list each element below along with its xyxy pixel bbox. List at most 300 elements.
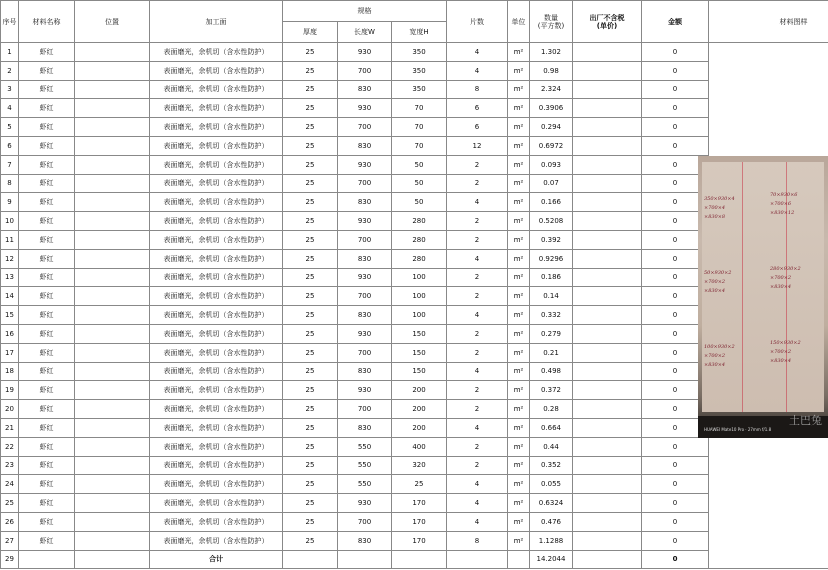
cell-position xyxy=(75,456,150,475)
cell-thickness: 25 xyxy=(283,155,338,174)
cell-unit: m² xyxy=(508,193,530,212)
total-blank xyxy=(283,550,338,569)
cell-process: 表面磨光，余机切（含水性防护） xyxy=(150,230,283,249)
table-row xyxy=(1,512,828,531)
cell-width: 150 xyxy=(392,343,447,362)
cell-seq: 27 xyxy=(1,531,19,550)
cell-position xyxy=(75,343,150,362)
cell-quantity: 0.332 xyxy=(530,306,573,325)
cell-length: 700 xyxy=(338,343,392,362)
cell-pieces: 4 xyxy=(447,43,508,62)
cell-seq: 21 xyxy=(1,418,19,437)
cell-material: 虾红 xyxy=(19,193,75,212)
cell-material: 虾红 xyxy=(19,287,75,306)
cell-seq: 13 xyxy=(1,268,19,287)
cell-length: 930 xyxy=(338,494,392,513)
cell-unit: m² xyxy=(508,418,530,437)
cell-process: 表面磨光，余机切（含水性防护） xyxy=(150,437,283,456)
cell-width: 280 xyxy=(392,212,447,231)
cell-material: 虾红 xyxy=(19,531,75,550)
cell-position xyxy=(75,437,150,456)
cell-width: 100 xyxy=(392,268,447,287)
cell-unit: m² xyxy=(508,136,530,155)
cell-price xyxy=(573,118,642,137)
cell-length: 700 xyxy=(338,61,392,80)
cell-pieces: 4 xyxy=(447,306,508,325)
cell-amount: 0 xyxy=(642,324,709,343)
cell-process: 表面磨光，余机切（含水性防护） xyxy=(150,61,283,80)
handwritten-note: ×700×2 xyxy=(770,275,792,281)
cell-position xyxy=(75,230,150,249)
cell-pieces: 4 xyxy=(447,512,508,531)
total-blank xyxy=(392,550,447,569)
cell-process: 表面磨光，余机切（含水性防护） xyxy=(150,456,283,475)
cell-seq: 22 xyxy=(1,437,19,456)
table-row xyxy=(1,531,828,550)
cell-thickness: 25 xyxy=(283,136,338,155)
cell-width: 280 xyxy=(392,249,447,268)
cell-price xyxy=(573,43,642,62)
cell-price xyxy=(573,324,642,343)
cell-pieces: 2 xyxy=(447,212,508,231)
cell-price xyxy=(573,249,642,268)
cell-amount: 0 xyxy=(642,381,709,400)
handwritten-note: ×830×4 xyxy=(770,284,792,290)
cell-seq: 9 xyxy=(1,193,19,212)
handwritten-note: 350×930×4 xyxy=(704,196,735,202)
cell-thickness: 25 xyxy=(283,212,338,231)
cell-length: 550 xyxy=(338,475,392,494)
cell-quantity: 0.3906 xyxy=(530,99,573,118)
cell-quantity: 0.055 xyxy=(530,475,573,494)
cell-unit: m² xyxy=(508,249,530,268)
cell-width: 25 xyxy=(392,475,447,494)
cell-pieces: 2 xyxy=(447,230,508,249)
cell-position xyxy=(75,155,150,174)
cell-thickness: 25 xyxy=(283,418,338,437)
watermark: 土巴兔 xyxy=(789,414,822,427)
cell-process: 表面磨光，余机切（含水性防护） xyxy=(150,43,283,62)
cell-width: 150 xyxy=(392,324,447,343)
cell-seq: 3 xyxy=(1,80,19,99)
cell-pieces: 2 xyxy=(447,287,508,306)
cell-unit: m² xyxy=(508,475,530,494)
cell-material: 虾红 xyxy=(19,494,75,513)
cell-width: 100 xyxy=(392,306,447,325)
handwritten-note: ×700×6 xyxy=(770,201,792,207)
cell-process: 表面磨光，余机切（含水性防护） xyxy=(150,512,283,531)
table-row xyxy=(1,437,828,456)
cell-position xyxy=(75,531,150,550)
cell-amount: 0 xyxy=(642,418,709,437)
cell-thickness: 25 xyxy=(283,268,338,287)
cell-thickness: 25 xyxy=(283,437,338,456)
cell-width: 200 xyxy=(392,381,447,400)
cell-amount: 0 xyxy=(642,61,709,80)
cell-process: 表面磨光，余机切（含水性防护） xyxy=(150,343,283,362)
cell-unit: m² xyxy=(508,494,530,513)
cell-price xyxy=(573,136,642,155)
cell-process: 表面磨光，余机切（含水性防护） xyxy=(150,136,283,155)
cell-price xyxy=(573,230,642,249)
handwritten-note: ×700×2 xyxy=(704,279,726,285)
cell-unit: m² xyxy=(508,61,530,80)
cell-process: 表面磨光，余机切（含水性防护） xyxy=(150,362,283,381)
cell-price xyxy=(573,381,642,400)
cell-unit: m² xyxy=(508,381,530,400)
cell-pieces: 4 xyxy=(447,61,508,80)
cell-width: 70 xyxy=(392,99,447,118)
cell-amount: 0 xyxy=(642,193,709,212)
cell-thickness: 25 xyxy=(283,118,338,137)
header-material: 材料名称 xyxy=(19,1,75,43)
cell-quantity: 0.166 xyxy=(530,193,573,212)
cell-position xyxy=(75,381,150,400)
cell-process: 表面磨光，余机切（含水性防护） xyxy=(150,212,283,231)
cell-amount: 0 xyxy=(642,475,709,494)
cell-length: 550 xyxy=(338,456,392,475)
cell-length: 930 xyxy=(338,268,392,287)
table-row xyxy=(1,80,828,99)
cell-unit: m² xyxy=(508,343,530,362)
cell-pieces: 6 xyxy=(447,99,508,118)
cell-thickness: 25 xyxy=(283,531,338,550)
cell-length: 700 xyxy=(338,118,392,137)
cell-process: 表面磨光，余机切（含水性防护） xyxy=(150,494,283,513)
cell-pieces: 2 xyxy=(447,324,508,343)
cell-position xyxy=(75,80,150,99)
cell-seq: 8 xyxy=(1,174,19,193)
cell-thickness: 25 xyxy=(283,324,338,343)
table-row xyxy=(1,456,828,475)
cell-price xyxy=(573,306,642,325)
total-blank xyxy=(573,550,642,569)
cell-position xyxy=(75,249,150,268)
cell-quantity: 0.498 xyxy=(530,362,573,381)
cell-quantity: 0.186 xyxy=(530,268,573,287)
cell-price xyxy=(573,99,642,118)
cell-process: 表面磨光，余机切（含水性防护） xyxy=(150,381,283,400)
cell-material: 虾红 xyxy=(19,400,75,419)
cell-quantity: 0.9296 xyxy=(530,249,573,268)
cell-quantity: 1.1288 xyxy=(530,531,573,550)
cell-width: 200 xyxy=(392,400,447,419)
header-sample: 材料图样 xyxy=(709,1,828,43)
cell-thickness: 25 xyxy=(283,400,338,419)
cell-unit: m² xyxy=(508,400,530,419)
handwritten-note: 50×930×2 xyxy=(704,270,732,276)
cell-process: 表面磨光，余机切（含水性防护） xyxy=(150,531,283,550)
cell-price xyxy=(573,193,642,212)
cell-material: 虾红 xyxy=(19,99,75,118)
table-row xyxy=(1,43,828,62)
cell-seq: 11 xyxy=(1,230,19,249)
cell-width: 50 xyxy=(392,193,447,212)
cell-material: 虾红 xyxy=(19,343,75,362)
cell-position xyxy=(75,512,150,531)
cell-seq: 17 xyxy=(1,343,19,362)
cell-material: 虾红 xyxy=(19,155,75,174)
cell-length: 930 xyxy=(338,381,392,400)
cell-material: 虾红 xyxy=(19,43,75,62)
cell-quantity: 0.44 xyxy=(530,437,573,456)
cell-thickness: 25 xyxy=(283,475,338,494)
cell-amount: 0 xyxy=(642,343,709,362)
total-seq: 29 xyxy=(1,550,19,569)
cell-unit: m² xyxy=(508,287,530,306)
handwritten-note: ×830×4 xyxy=(770,358,792,364)
header-unit: 单位 xyxy=(508,1,530,43)
cell-seq: 15 xyxy=(1,306,19,325)
camera-label: HUAWEI Mate10 Pro · 27mm f/1.8 xyxy=(704,427,772,432)
cell-material: 虾红 xyxy=(19,512,75,531)
cell-price xyxy=(573,268,642,287)
cell-length: 930 xyxy=(338,212,392,231)
cell-amount: 0 xyxy=(642,306,709,325)
cell-quantity: 0.21 xyxy=(530,343,573,362)
cell-seq: 5 xyxy=(1,118,19,137)
cell-unit: m² xyxy=(508,456,530,475)
cell-pieces: 4 xyxy=(447,475,508,494)
handwritten-note: 150×930×2 xyxy=(770,340,801,346)
handwritten-note: 100×930×2 xyxy=(704,344,735,350)
cell-amount: 0 xyxy=(642,437,709,456)
cell-material: 虾红 xyxy=(19,249,75,268)
header-amount: 金额 xyxy=(642,1,709,43)
cell-seq: 7 xyxy=(1,155,19,174)
table-row xyxy=(1,99,828,118)
total-quantity: 14.2044 xyxy=(530,550,573,569)
cell-process: 表面磨光，余机切（含水性防护） xyxy=(150,268,283,287)
cell-price xyxy=(573,362,642,381)
header-width: 宽度H xyxy=(392,22,447,43)
table-row xyxy=(1,494,828,513)
cell-unit: m² xyxy=(508,362,530,381)
cell-width: 50 xyxy=(392,174,447,193)
cell-thickness: 25 xyxy=(283,494,338,513)
cell-price xyxy=(573,174,642,193)
cell-process: 表面磨光，余机切（含水性防护） xyxy=(150,80,283,99)
cell-position xyxy=(75,362,150,381)
cell-price xyxy=(573,212,642,231)
header-quantity: 数量 (平方数) xyxy=(530,1,573,43)
margin-line xyxy=(742,162,743,412)
cell-amount: 0 xyxy=(642,43,709,62)
cell-pieces: 12 xyxy=(447,136,508,155)
cell-width: 200 xyxy=(392,418,447,437)
total-amount: 0 xyxy=(642,550,709,569)
cell-thickness: 25 xyxy=(283,362,338,381)
cell-seq: 10 xyxy=(1,212,19,231)
cell-thickness: 25 xyxy=(283,99,338,118)
header-price: 出厂不含税 (单价) xyxy=(573,1,642,43)
handwritten-note: 280×930×2 xyxy=(770,266,801,272)
cell-pieces: 2 xyxy=(447,381,508,400)
total-row xyxy=(1,550,828,569)
header-pieces: 片数 xyxy=(447,1,508,43)
cell-pieces: 4 xyxy=(447,249,508,268)
cell-position xyxy=(75,212,150,231)
cell-length: 830 xyxy=(338,531,392,550)
cell-process: 表面磨光，余机切（含水性防护） xyxy=(150,324,283,343)
cell-quantity: 0.5208 xyxy=(530,212,573,231)
header-process: 加工面 xyxy=(150,1,283,43)
cell-unit: m² xyxy=(508,174,530,193)
cell-amount: 0 xyxy=(642,136,709,155)
cell-thickness: 25 xyxy=(283,193,338,212)
cell-material: 虾红 xyxy=(19,324,75,343)
cell-amount: 0 xyxy=(642,287,709,306)
cell-process: 表面磨光，余机切（含水性防护） xyxy=(150,306,283,325)
cell-material: 虾红 xyxy=(19,174,75,193)
cell-unit: m² xyxy=(508,324,530,343)
cell-thickness: 25 xyxy=(283,43,338,62)
cell-width: 350 xyxy=(392,43,447,62)
cell-unit: m² xyxy=(508,512,530,531)
cell-quantity: 0.28 xyxy=(530,400,573,419)
total-blank xyxy=(447,550,508,569)
cell-seq: 2 xyxy=(1,61,19,80)
cell-pieces: 2 xyxy=(447,456,508,475)
cell-material: 虾红 xyxy=(19,118,75,137)
cell-unit: m² xyxy=(508,43,530,62)
cell-unit: m² xyxy=(508,268,530,287)
cell-price xyxy=(573,531,642,550)
cell-quantity: 1.302 xyxy=(530,43,573,62)
cell-length: 700 xyxy=(338,400,392,419)
total-label: 合计 xyxy=(150,550,283,569)
handwritten-note: ×700×2 xyxy=(770,349,792,355)
cell-position xyxy=(75,61,150,80)
table-row xyxy=(1,118,828,137)
cell-width: 170 xyxy=(392,512,447,531)
cell-price xyxy=(573,61,642,80)
cell-price xyxy=(573,494,642,513)
cell-amount: 0 xyxy=(642,155,709,174)
handwritten-note: ×830×12 xyxy=(770,210,795,216)
cell-price xyxy=(573,475,642,494)
cell-amount: 0 xyxy=(642,212,709,231)
cell-position xyxy=(75,174,150,193)
cell-unit: m² xyxy=(508,437,530,456)
cell-position xyxy=(75,418,150,437)
cell-unit: m² xyxy=(508,80,530,99)
header-length: 长度W xyxy=(338,22,392,43)
cell-length: 830 xyxy=(338,418,392,437)
cell-process: 表面磨光，余机切（含水性防护） xyxy=(150,174,283,193)
cell-seq: 1 xyxy=(1,43,19,62)
cell-length: 830 xyxy=(338,362,392,381)
table-row xyxy=(1,61,828,80)
cell-length: 930 xyxy=(338,99,392,118)
cell-material: 虾红 xyxy=(19,230,75,249)
cell-position xyxy=(75,268,150,287)
cell-unit: m² xyxy=(508,531,530,550)
cell-pieces: 4 xyxy=(447,362,508,381)
cell-material: 虾红 xyxy=(19,381,75,400)
cell-amount: 0 xyxy=(642,99,709,118)
cell-length: 830 xyxy=(338,193,392,212)
table-row xyxy=(1,136,828,155)
cell-thickness: 25 xyxy=(283,249,338,268)
cell-amount: 0 xyxy=(642,268,709,287)
cell-material: 虾红 xyxy=(19,456,75,475)
total-blank xyxy=(508,550,530,569)
cell-unit: m² xyxy=(508,118,530,137)
cell-seq: 20 xyxy=(1,400,19,419)
cell-quantity: 0.279 xyxy=(530,324,573,343)
cell-unit: m² xyxy=(508,306,530,325)
cell-amount: 0 xyxy=(642,512,709,531)
cell-unit: m² xyxy=(508,212,530,231)
cell-price xyxy=(573,456,642,475)
cell-material: 虾红 xyxy=(19,136,75,155)
cell-pieces: 2 xyxy=(447,174,508,193)
cell-material: 虾红 xyxy=(19,80,75,99)
cell-process: 表面磨光，余机切（含水性防护） xyxy=(150,287,283,306)
cell-width: 320 xyxy=(392,456,447,475)
cell-length: 700 xyxy=(338,512,392,531)
cell-seq: 23 xyxy=(1,456,19,475)
cell-thickness: 25 xyxy=(283,230,338,249)
cell-position xyxy=(75,118,150,137)
cell-thickness: 25 xyxy=(283,343,338,362)
handwritten-note: ×830×4 xyxy=(704,288,726,294)
cell-seq: 18 xyxy=(1,362,19,381)
cell-unit: m² xyxy=(508,230,530,249)
cell-thickness: 25 xyxy=(283,174,338,193)
cell-seq: 24 xyxy=(1,475,19,494)
cell-process: 表面磨光，余机切（含水性防护） xyxy=(150,475,283,494)
cell-price xyxy=(573,437,642,456)
cell-length: 830 xyxy=(338,249,392,268)
cell-position xyxy=(75,306,150,325)
cell-quantity: 0.476 xyxy=(530,512,573,531)
cell-thickness: 25 xyxy=(283,61,338,80)
cell-quantity: 0.372 xyxy=(530,381,573,400)
cell-seq: 12 xyxy=(1,249,19,268)
cell-seq: 14 xyxy=(1,287,19,306)
cell-unit: m² xyxy=(508,99,530,118)
cell-quantity: 0.664 xyxy=(530,418,573,437)
cell-pieces: 2 xyxy=(447,400,508,419)
cell-price xyxy=(573,512,642,531)
cell-seq: 26 xyxy=(1,512,19,531)
cell-pieces: 2 xyxy=(447,155,508,174)
cell-price xyxy=(573,287,642,306)
handwritten-note: ×700×4 xyxy=(704,205,726,211)
cell-pieces: 2 xyxy=(447,343,508,362)
cell-length: 700 xyxy=(338,287,392,306)
cell-width: 70 xyxy=(392,118,447,137)
cell-quantity: 2.324 xyxy=(530,80,573,99)
cell-amount: 0 xyxy=(642,80,709,99)
cell-width: 50 xyxy=(392,155,447,174)
cell-process: 表面磨光，余机切（含水性防护） xyxy=(150,400,283,419)
cell-material: 虾红 xyxy=(19,212,75,231)
cell-process: 表面磨光，余机切（含水性防护） xyxy=(150,118,283,137)
cell-quantity: 0.093 xyxy=(530,155,573,174)
cell-amount: 0 xyxy=(642,174,709,193)
cell-length: 830 xyxy=(338,80,392,99)
cell-amount: 0 xyxy=(642,494,709,513)
cell-seq: 16 xyxy=(1,324,19,343)
cell-process: 表面磨光，余机切（含水性防护） xyxy=(150,155,283,174)
cell-width: 400 xyxy=(392,437,447,456)
cell-length: 550 xyxy=(338,437,392,456)
cell-width: 100 xyxy=(392,287,447,306)
cell-thickness: 25 xyxy=(283,80,338,99)
